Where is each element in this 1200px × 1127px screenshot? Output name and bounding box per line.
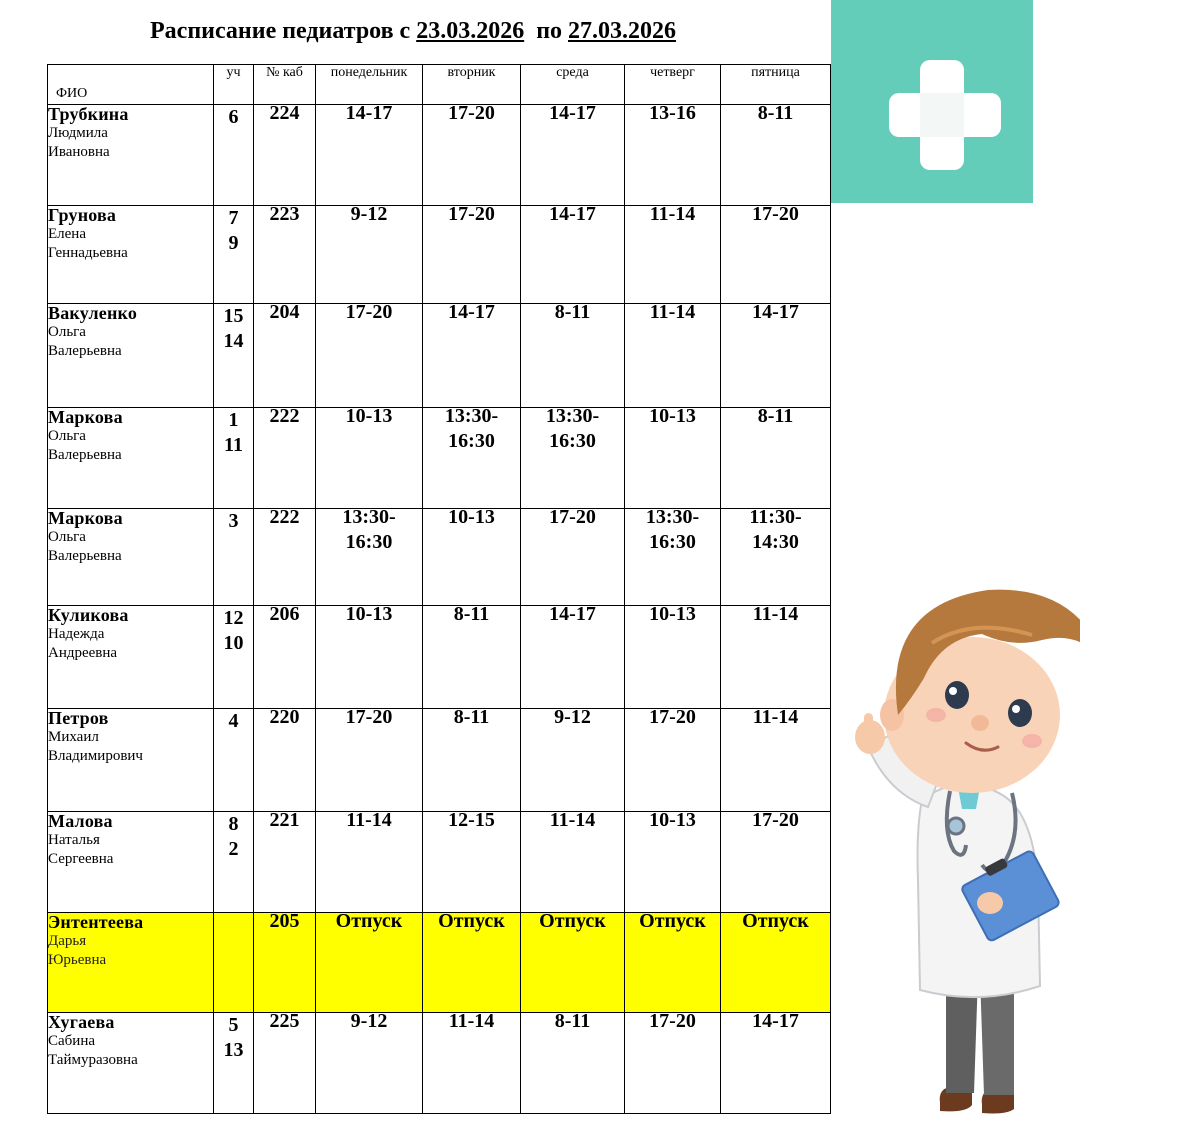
schedule-hours: 11-14: [752, 603, 799, 625]
doctor-patronymic: Андреевна: [48, 645, 118, 661]
table-row: [48, 408, 831, 509]
schedule-hours: 13:30- 16:30: [545, 405, 600, 452]
schedule-cell-wednesday: [521, 809, 625, 913]
doctor-name-cell: [48, 1013, 214, 1114]
cabinet-cell: [254, 405, 316, 509]
schedule-cell-friday: [721, 506, 831, 606]
doctor-name-cell: [48, 812, 214, 913]
table-row: [48, 105, 831, 206]
table-row: [48, 606, 831, 709]
schedule-cell-tuesday: [423, 910, 521, 1013]
schedule-cell-monday: [316, 706, 423, 812]
schedule-cell-friday: [721, 102, 831, 206]
doctor-first-name: Надежда: [48, 626, 105, 642]
doctor-name-cell: [48, 304, 214, 408]
district-cell: [214, 606, 254, 709]
schedule-hours: 8-11: [554, 1010, 591, 1032]
schedule-hours: 9-12: [350, 1010, 388, 1032]
schedule-cell-wednesday: [521, 405, 625, 509]
schedule-hours: 14-17: [549, 203, 596, 225]
doctor-first-name: Елена: [48, 226, 86, 242]
cabinet-number: 222: [269, 506, 300, 528]
doctor-name-cell: [48, 606, 214, 709]
schedule-hours: Отпуск: [539, 910, 606, 932]
header-thursday: четверг: [625, 65, 721, 105]
header-row: [48, 65, 831, 105]
district-cell: [214, 304, 254, 408]
schedule-hours: 14-17: [752, 301, 799, 323]
cabinet-cell: [254, 706, 316, 812]
schedule-hours: 17-20: [649, 1010, 696, 1032]
cabinet-cell: [254, 506, 316, 606]
schedule-hours: 17-20: [649, 706, 696, 728]
district-cell: [214, 812, 254, 913]
district-number: 6: [228, 106, 239, 128]
doctor-patronymic: Валерьевна: [48, 548, 122, 564]
district-number: 10: [223, 632, 244, 654]
schedule-cell-thursday: [625, 603, 721, 709]
schedule-cell-friday: [721, 203, 831, 304]
schedule-cell-wednesday: [521, 301, 625, 408]
doctor-last-name: Петров: [48, 708, 109, 728]
schedule-hours: 17-20: [549, 506, 596, 528]
table-row: [48, 709, 831, 812]
cabinet-number: 205: [269, 910, 300, 932]
doctor-last-name: Трубкина: [48, 104, 129, 124]
table-row: [48, 812, 831, 913]
district-number: 15: [223, 305, 244, 327]
district-cell: [214, 509, 254, 606]
schedule-hours: 10-13: [649, 405, 696, 427]
schedule-cell-thursday: [625, 706, 721, 812]
schedule-hours: 14-17: [345, 102, 393, 124]
schedule-cell-monday: [316, 102, 423, 206]
header-friday: пятница: [721, 65, 831, 105]
schedule-table: [47, 64, 831, 1114]
header-monday: понедельник: [316, 65, 423, 105]
doctor-patronymic: Сергеевна: [48, 851, 114, 867]
schedule-cell-friday: [721, 301, 831, 408]
schedule-cell-friday: [721, 706, 831, 812]
doctor-patronymic: Юрьевна: [48, 952, 107, 968]
schedule-cell-friday: [721, 1010, 831, 1114]
schedule-cell-monday: [316, 301, 423, 408]
title-date-from: 23.03.2026: [416, 18, 525, 44]
doctor-patronymic: Геннадьевна: [48, 245, 128, 261]
doctor-first-name: Дарья: [48, 933, 87, 949]
doctor-patronymic: Ивановна: [48, 144, 110, 160]
schedule-cell-friday: [721, 405, 831, 509]
schedule-hours: 11-14: [649, 203, 696, 225]
schedule-hours: 10-13: [345, 603, 393, 625]
doctor-name-cell: [48, 913, 214, 1013]
district-number: 9: [228, 232, 239, 254]
district-number: 7: [228, 207, 239, 229]
schedule-hours: 17-20: [448, 102, 495, 124]
schedule-cell-thursday: [625, 1010, 721, 1114]
schedule-cell-monday: [316, 203, 423, 304]
schedule-hours: 14-17: [752, 1010, 799, 1032]
schedule-hours: Отпуск: [335, 910, 403, 932]
doctor-patronymic: Таймуразовна: [48, 1052, 138, 1068]
header-kab: № каб: [254, 65, 316, 105]
doctor-first-name: Михаил: [48, 729, 99, 745]
schedule-cell-thursday: [625, 506, 721, 606]
doctor-name-cell: [48, 709, 214, 812]
doctor-name-cell: [48, 408, 214, 509]
schedule-hours: 13:30- 16:30: [342, 506, 396, 553]
schedule-cell-thursday: [625, 405, 721, 509]
schedule-cell-monday: [316, 506, 423, 606]
header-fio: ФИО: [48, 65, 214, 105]
schedule-hours: 10-13: [448, 506, 495, 528]
schedule-hours: 14-17: [448, 301, 495, 323]
schedule-cell-thursday: [625, 203, 721, 304]
doctor-patronymic: Валерьевна: [48, 447, 122, 463]
schedule-cell-wednesday: [521, 603, 625, 709]
schedule-cell-tuesday: [423, 405, 521, 509]
schedule-cell-monday: [316, 405, 423, 509]
schedule-cell-tuesday: [423, 603, 521, 709]
doctor-patronymic: Владимирович: [48, 748, 143, 764]
header-wednesday: среда: [521, 65, 625, 105]
schedule-hours: 8-11: [453, 706, 490, 728]
schedule-hours: 8-11: [453, 603, 490, 625]
schedule-hours: 11-14: [752, 706, 799, 728]
doctor-last-name: Маркова: [48, 508, 123, 528]
schedule-hours: 14-17: [549, 603, 596, 625]
schedule-hours: 11-14: [346, 809, 392, 831]
cabinet-cell: [254, 910, 316, 1013]
cabinet-number: 206: [269, 603, 300, 625]
schedule-hours: 11-14: [649, 301, 696, 323]
district-number: 13: [223, 1039, 244, 1061]
schedule-cell-wednesday: [521, 506, 625, 606]
doctor-name-cell: [48, 509, 214, 606]
doctor-illustration: [840, 565, 1080, 1125]
schedule-cell-thursday: [625, 102, 721, 206]
doctor-name-cell: [48, 105, 214, 206]
doctor-patronymic: Валерьевна: [48, 343, 122, 359]
schedule-hours: 8-11: [554, 301, 591, 323]
schedule-hours: 17-20: [345, 706, 393, 728]
cabinet-number: 220: [269, 706, 300, 728]
schedule-hours: 10-13: [649, 603, 696, 625]
schedule-hours: 10-13: [345, 405, 393, 427]
title-middle: по: [524, 18, 569, 44]
schedule-cell-friday: [721, 910, 831, 1013]
schedule-cell-wednesday: [521, 910, 625, 1013]
district-number: 11: [224, 434, 243, 456]
schedule-cell-monday: [316, 603, 423, 709]
table-row: [48, 1013, 831, 1114]
district-cell: [214, 1013, 254, 1114]
doctor-first-name: Людмила: [48, 125, 108, 141]
schedule-cell-thursday: [625, 809, 721, 913]
schedule-cell-tuesday: [423, 301, 521, 408]
schedule-cell-wednesday: [521, 1010, 625, 1114]
district-cell: [214, 105, 254, 206]
schedule-hours: 17-20: [752, 203, 799, 225]
schedule-hours: 12-15: [448, 809, 495, 831]
table-row: [48, 913, 831, 1013]
district-number: 3: [228, 510, 239, 532]
schedule-cell-wednesday: [521, 102, 625, 206]
schedule-hours: Отпуск: [438, 910, 505, 932]
schedule-cell-monday: [316, 809, 423, 913]
schedule-hours: 11-14: [549, 809, 596, 831]
district-number: 14: [223, 330, 244, 352]
doctor-last-name: Энтентеева: [48, 912, 144, 932]
district-number: 12: [223, 607, 244, 629]
cabinet-number: 224: [269, 102, 300, 124]
schedule-cell-friday: [721, 603, 831, 709]
cabinet-number: 222: [269, 405, 300, 427]
schedule-hours: 13:30- 16:30: [444, 405, 499, 452]
schedule-cell-thursday: [625, 301, 721, 408]
doctor-last-name: Маркова: [48, 407, 123, 427]
cabinet-number: 221: [269, 809, 300, 831]
page-title: [150, 18, 770, 45]
schedule-cell-tuesday: [423, 809, 521, 913]
header-uch: уч: [214, 65, 254, 105]
district-cell: [214, 206, 254, 304]
schedule-hours: 17-20: [448, 203, 495, 225]
schedule-hours: 13-16: [649, 102, 696, 124]
schedule-hours: 9-12: [554, 706, 591, 728]
cabinet-number: 204: [269, 301, 300, 323]
schedule-hours: 17-20: [345, 301, 393, 323]
cabinet-cell: [254, 809, 316, 913]
cabinet-cell: [254, 1010, 316, 1114]
doctor-first-name: Наталья: [48, 832, 100, 848]
schedule-hours: 11:30- 14:30: [749, 506, 802, 553]
schedule-cell-tuesday: [423, 102, 521, 206]
cabinet-number: 223: [269, 203, 300, 225]
schedule-cell-monday: [316, 910, 423, 1013]
schedule-cell-thursday: [625, 910, 721, 1013]
title-prefix: Расписание педиатров с: [150, 18, 417, 44]
cabinet-cell: [254, 203, 316, 304]
district-number: 4: [228, 710, 239, 732]
schedule-cell-wednesday: [521, 706, 625, 812]
district-number: 1: [228, 409, 239, 431]
schedule-hours: 14-17: [549, 102, 596, 124]
district-number: 5: [228, 1014, 239, 1036]
cabinet-cell: [254, 603, 316, 709]
schedule-hours: 8-11: [757, 405, 794, 427]
schedule-cell-tuesday: [423, 203, 521, 304]
table-row: [48, 206, 831, 304]
schedule-hours: 9-12: [350, 203, 388, 225]
doctor-last-name: Вакуленко: [48, 303, 138, 323]
doctor-last-name: Малова: [48, 811, 113, 831]
header-tuesday: вторник: [423, 65, 521, 105]
doctor-last-name: Куликова: [48, 605, 129, 625]
schedule-cell-tuesday: [423, 506, 521, 606]
district-cell: [214, 408, 254, 509]
doctor-name-cell: [48, 206, 214, 304]
schedule-hours: 11-14: [448, 1010, 495, 1032]
schedule-hours: 10-13: [649, 809, 696, 831]
doctor-last-name: Хугаева: [48, 1012, 115, 1032]
doctor-last-name: Грунова: [48, 205, 117, 225]
table-row: [48, 509, 831, 606]
schedule-cell-tuesday: [423, 706, 521, 812]
schedule-cell-friday: [721, 809, 831, 913]
table-row: [48, 304, 831, 408]
doctor-first-name: Сабина: [48, 1033, 96, 1049]
doctor-first-name: Ольга: [48, 428, 86, 444]
cabinet-cell: [254, 102, 316, 206]
schedule-cell-tuesday: [423, 1010, 521, 1114]
doctor-first-name: Ольга: [48, 529, 86, 545]
schedule-hours: 8-11: [757, 102, 794, 124]
schedule-hours: 17-20: [752, 809, 799, 831]
cabinet-number: 225: [269, 1010, 300, 1032]
schedule-hours: Отпуск: [639, 910, 706, 932]
medical-cross-icon: [831, 0, 1033, 203]
district-number: 2: [228, 838, 239, 860]
district-number: 8: [228, 813, 239, 835]
district-cell: [214, 913, 254, 1013]
doctor-first-name: Ольга: [48, 324, 86, 340]
schedule-cell-wednesday: [521, 203, 625, 304]
schedule-hours: 13:30- 16:30: [645, 506, 700, 553]
schedule-hours: Отпуск: [742, 910, 809, 932]
district-cell: [214, 709, 254, 812]
schedule-cell-monday: [316, 1010, 423, 1114]
title-date-to: 27.03.2026: [568, 18, 677, 44]
cabinet-cell: [254, 301, 316, 408]
